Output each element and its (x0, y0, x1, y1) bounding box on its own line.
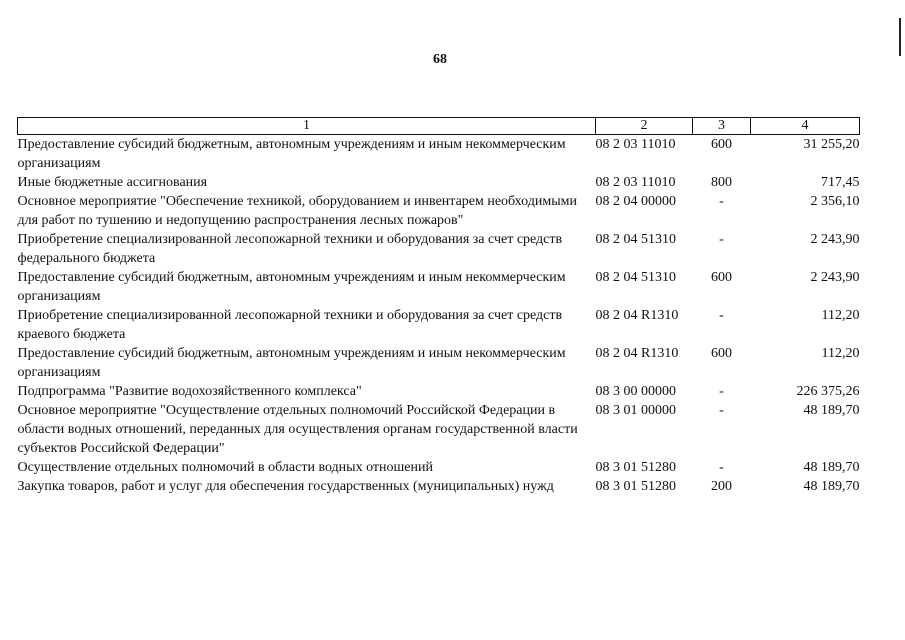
table-body (18, 135, 860, 497)
row-type-cell: - (719, 460, 724, 475)
row-code-cell: 08 3 01 51280 (595, 479, 676, 494)
row-name-cell: Иные бюджетные ассигнования (17, 175, 208, 190)
column-header-2: 2 (596, 118, 693, 135)
row-type-cell: 200 (711, 479, 732, 494)
table-row (18, 268, 860, 306)
row-code-cell: 08 2 04 00000 (595, 194, 676, 209)
row-amount-cell: 717,45 (821, 175, 860, 190)
row-name-cell: Приобретение специализированной лесопожарной техники и оборудования за счет средств краевого бюджета (17, 308, 563, 342)
row-name-cell: Основное мероприятие "Осуществление отдельных полномочий Российской Федерации в области водных отношений, переданных для осуществления органам государственной власти субъектов Российской Федерации" (17, 403, 578, 456)
page-number: 68 (433, 52, 447, 67)
row-amount-cell: 2 356,10 (810, 194, 860, 209)
row-type-cell: - (719, 232, 724, 247)
row-type-cell: 600 (711, 346, 732, 361)
row-code-cell: 08 2 03 11010 (595, 175, 676, 190)
table-row (18, 382, 860, 401)
row-name-cell: Предоставление субсидий бюджетным, автономным учреждениям и иным некоммерческим организациям (17, 270, 566, 304)
row-amount-cell: 112,20 (821, 346, 860, 361)
row-code-cell: 08 2 03 11010 (595, 137, 676, 152)
row-type-cell: 600 (711, 137, 732, 152)
row-code-cell: 08 2 04 51310 (595, 232, 676, 247)
table-row (18, 344, 860, 382)
row-code-cell: 08 2 04 R1310 (595, 308, 679, 323)
table-row (18, 192, 860, 230)
table-header-row (18, 118, 860, 135)
table-row (18, 306, 860, 344)
column-header-4: 4 (751, 118, 860, 135)
budget-table (17, 117, 860, 496)
row-name-cell: Подпрограмма "Развитие водохозяйственного комплекса" (17, 384, 362, 399)
column-header-1: 1 (18, 118, 596, 135)
column-header-3: 3 (693, 118, 751, 135)
row-name-cell: Закупка товаров, работ и услуг для обеспечения государственных (муниципальных) нужд (17, 479, 554, 494)
row-type-cell: - (719, 308, 724, 323)
table-row (18, 173, 860, 192)
row-type-cell: 800 (711, 175, 732, 190)
row-amount-cell: 48 189,70 (803, 403, 860, 418)
row-name-cell: Предоставление субсидий бюджетным, автономным учреждениям и иным некоммерческим организациям (17, 346, 566, 380)
row-name-cell: Предоставление субсидий бюджетным, автономным учреждениям и иным некоммерческим организациям (17, 137, 566, 171)
table-row (18, 135, 860, 174)
row-type-cell: - (719, 194, 724, 209)
row-code-cell: 08 3 01 51280 (595, 460, 676, 475)
row-code-cell: 08 2 04 R1310 (595, 346, 679, 361)
row-amount-cell: 2 243,90 (810, 270, 860, 285)
row-type-cell: - (719, 384, 724, 399)
row-code-cell: 08 3 00 00000 (595, 384, 676, 399)
row-code-cell: 08 2 04 51310 (595, 270, 676, 285)
row-amount-cell: 226 375,26 (796, 384, 860, 399)
table-row (18, 230, 860, 268)
row-type-cell: - (719, 403, 724, 418)
row-type-cell: 600 (711, 270, 732, 285)
row-amount-cell: 48 189,70 (803, 460, 860, 475)
table-row (18, 477, 860, 496)
row-amount-cell: 112,20 (821, 308, 860, 323)
row-amount-cell: 31 255,20 (803, 137, 860, 152)
table-row (18, 401, 860, 458)
row-amount-cell: 2 243,90 (810, 232, 860, 247)
row-code-cell: 08 3 01 00000 (595, 403, 676, 418)
row-name-cell: Основное мероприятие "Обеспечение техникой, оборудованием и инвентарем необходимыми для работ по тушению и недопущению распространения лесных пожаров" (17, 194, 577, 228)
table-row (18, 458, 860, 477)
row-amount-cell: 48 189,70 (803, 479, 860, 494)
row-name-cell: Осуществление отдельных полномочий в области водных отношений (17, 460, 433, 475)
page-edge-mark (899, 18, 901, 56)
table-header (18, 118, 860, 135)
row-name-cell: Приобретение специализированной лесопожарной техники и оборудования за счет средств федерального бюджета (17, 232, 563, 266)
